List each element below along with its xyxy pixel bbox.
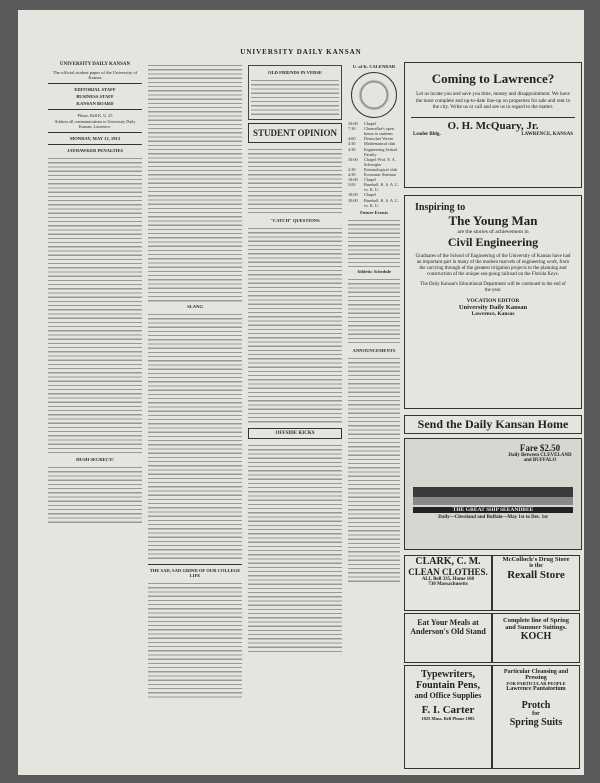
calendar-time: 4:30 (348, 172, 356, 178)
body-text (248, 442, 342, 652)
kansan-board-heading: KANSAN BOARD (76, 101, 114, 107)
coming-to-lawrence-ad (404, 62, 582, 188)
body-text (248, 146, 342, 216)
column-2 (148, 62, 242, 700)
vocation-paper: University Daily Kansan (458, 303, 528, 311)
masthead: UNIVERSITY DAILY KANSAN (240, 48, 362, 56)
ad-line: Inspiring to (415, 202, 466, 213)
university-seal (351, 72, 397, 118)
calendar-heading: U. of K. CALENDAR (352, 64, 396, 69)
grind-heading: THE SAD, SAD GRIND OF OUR COLLEGE LIFE (149, 568, 241, 579)
anderson-ad: Eat Your Meals at Anderson's Old Stand (404, 613, 492, 663)
calendar-time: 3:00 (348, 182, 356, 188)
calendar-entry (348, 147, 400, 157)
calendar-event: Economic Seminar (364, 172, 396, 178)
fare-label: Fare $2.50 (519, 443, 561, 453)
slang-heading: SLANG (187, 304, 203, 309)
body-text (148, 580, 242, 700)
ad-body: Graduates of the School of Engineering of the University of Kansas have had an important part in many of the modern marvels of engineering work, from the carrying through of the greatest irrigation projects to the planning and construction of the unique sea-going railroad on the Florida Keys. (415, 254, 571, 277)
calendar-event: Baseball: K. S. A. C. vs. K. U. (364, 197, 399, 208)
calendar-event: Chapel (364, 121, 376, 127)
verse-text (251, 77, 339, 117)
calendar-event: Deutscher Verein (364, 136, 393, 142)
mcquary-city: LAWRENCE, KANSAS (521, 131, 573, 137)
ad-note: The Daily Kansan's Educational Department will be continued to the end of the year. (420, 282, 566, 293)
calendar-event: Mathematical club (364, 141, 396, 147)
body-text (148, 311, 242, 561)
business-staff-heading: BUSINESS STAFF (76, 94, 114, 100)
jayhawker-heading: JAYHAWKER PENALTIES (66, 147, 124, 153)
ad-body: Let us locate you and save you time, money and disappointment. We have the most complete and up-to-date line-up on properties for sale and rent in the city. Write us or call and see us in regard to the matter. (415, 91, 571, 110)
body-text (348, 276, 400, 346)
ads-row-2 (404, 613, 580, 663)
civil-engineering-ad (404, 195, 582, 409)
body-text (348, 355, 400, 585)
ship-line: Daily—Cleveland and Buffalo—May 1st to Dec. 1st (438, 515, 548, 520)
editorial-staff-heading: EDITORIAL STAFF (74, 87, 116, 93)
steamship-ad (404, 438, 582, 550)
calendar-time: 4:30 (348, 146, 356, 152)
athletic-heading: Athletic Schedule (356, 268, 392, 274)
body-text (148, 62, 242, 302)
body-text (48, 155, 142, 455)
mccolloch-ad: McColloch's Drug Store is the Rexall Store (492, 555, 580, 611)
calendar-time: 7:30 (348, 126, 356, 132)
calendar-event: Entomological club (364, 166, 397, 172)
calendar-time: 10:00 (348, 156, 358, 162)
mcquary-name: O. H. McQuary, Jr. (447, 119, 539, 132)
column-4 (348, 62, 400, 585)
ship-illustration (413, 465, 573, 505)
send-kansan-home-banner: Send the Daily Kansan Home (404, 415, 582, 434)
phone-line: Phone, Bell K. U. 25 (77, 113, 113, 119)
ad-line: are the stories of achievement in (457, 229, 529, 235)
calendar-entry (348, 198, 400, 208)
calendar-event: Chapel (364, 177, 376, 183)
newspaper-page (18, 10, 584, 775)
column-3 (248, 62, 342, 652)
calendar-event: Engineering School Faculty (364, 146, 398, 157)
route-label: Daily Between CLEVELAND and BUFFALO (508, 453, 572, 463)
pantatorium-protch-ad: Particular Cleansing and Pressing FOR PARTICULAR PEOPLE Lawrence Pantatorium Protch for Spring Suits (492, 665, 580, 769)
calendar-time: 10:00 (348, 192, 358, 198)
ads-row-3 (404, 665, 580, 769)
calendar-list (348, 121, 400, 208)
hush-heading: HUSH SECRECY! (76, 456, 114, 462)
column-1 (48, 62, 142, 524)
offside-heading: OFFSIDE KICKS (248, 428, 342, 439)
body-text (248, 225, 342, 425)
koch-ad: Complete line of Spring and Summer Suitings. KOCH (492, 613, 580, 663)
calendar-event: Chancellor's open house to students (364, 126, 394, 137)
calendar-time: 10:00 (348, 177, 358, 183)
calendar-event: Chapel (364, 192, 376, 198)
announcements-heading: ANNOUNCEMENTS (352, 347, 396, 353)
ads-row-1 (404, 555, 580, 611)
calendar-time: 10:00 (348, 197, 358, 203)
calendar-event: Baseball: K. S. A. C. vs. K. U. (364, 182, 399, 193)
calendar-event: Chapel: Prof. E. A. Schwegler (364, 156, 396, 167)
vocation-city: Lawrence, Kansas (471, 310, 515, 317)
calendar-entry (348, 157, 400, 167)
ad-headline: Coming to Lawrence? (431, 71, 555, 86)
body-text (348, 217, 400, 267)
calendar-time: 10:00 (348, 121, 358, 127)
issue-date: MONDAY, MAY 12, 1913 (69, 135, 121, 141)
calendar-entry (348, 182, 400, 192)
calendar-time: 4:30 (348, 141, 356, 147)
catch-heading: "CATCH" QUESTIONS (270, 218, 320, 224)
ad-line: Civil Engineering (447, 235, 539, 249)
calendar-time: 4:00 (348, 136, 356, 142)
future-events-heading: Future Events (360, 209, 388, 215)
calendar-time: 2:30 (348, 166, 356, 172)
address-line: Address all communications to University Daily Kansan, Lawrence. (54, 118, 136, 129)
mcquary-address: Leader Bldg. (413, 131, 441, 137)
ship-name: THE GREAT SHIP SEEANDBEE (413, 507, 573, 513)
carter-ad: Typewriters, Fountain Pens, and Office Supplies F. I. Carter 1025 Mass. Bell Phone 1085 (404, 665, 492, 769)
clark-ad: CLARK, C. M. CLEAN CLOTHES. ALL Bell 335, Home 160 730 Massachusetts (404, 555, 492, 611)
friends-heading: OLD FRIENDS IN VERSE (268, 70, 322, 75)
paper-title: UNIVERSITY DAILY KANSAN (59, 62, 131, 67)
vocation-editor: VOCATION EDITOR (466, 297, 520, 304)
calendar-entry (348, 126, 400, 136)
ad-line: The Young Man (448, 213, 538, 228)
student-opinion-logo: STUDENT OPINION (248, 123, 342, 143)
paper-subtitle: The official student paper of the University of Kansas (52, 70, 138, 81)
body-text (48, 464, 142, 524)
